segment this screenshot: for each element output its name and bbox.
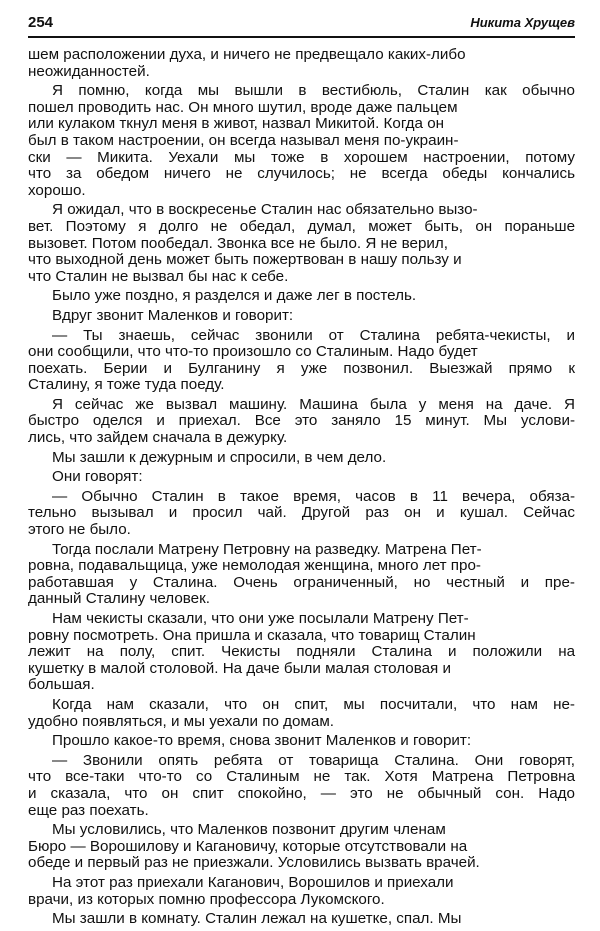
page-header <box>28 12 575 38</box>
text-line: поехать. Берии и Булганину я уже позвонил. Выезжай прямо к <box>28 359 575 377</box>
text-line: что за обедом ничего не случилось; не всегда обеды кончались <box>28 165 575 183</box>
text-line: ровна, подавальщица, уже немолодая женщина, много лет про- <box>28 557 481 575</box>
book-page <box>28 12 575 931</box>
text-line: пошел проводить нас. Он много шутил, вроде даже пальцем <box>28 98 458 116</box>
text-line: Когда нам сказали, что он спит, мы посчитали, что нам не- <box>52 695 575 713</box>
text-line: Нам чекисты сказали, что они уже посылали Матрену Пет- <box>52 610 469 627</box>
text-line: был в таком настроении, он всегда называл меня по-украин- <box>28 131 459 149</box>
paragraph <box>28 397 575 447</box>
text-line: Мы зашли к дежурным и спросили, в чем дело. <box>52 448 387 466</box>
text-line: быстро оделся и приехал. Все это заняло 15 минут. Мы услови- <box>28 412 576 430</box>
text-line: что все-таки что-то со Сталиным не так. Хотя Матрена Петровна <box>28 768 576 786</box>
text-line: Они говорят: <box>52 468 143 486</box>
text-line: — Звонили опять ребята от товарища Сталина. Они говорят, <box>52 751 576 769</box>
paragraph <box>28 611 575 694</box>
text-line: Сталину, я тоже туда поеду. <box>28 376 225 394</box>
text-line: Я ожидал, что в воскресенье Сталин нас обязательно вызо- <box>52 201 478 219</box>
paragraph <box>28 469 575 486</box>
text-line: лежит на полу, спит. Чекисты подняли Сталина и положили на <box>28 643 576 661</box>
running-head-author: Никита Хрущев <box>470 15 575 30</box>
text-line: удобно появляться, и мы уехали по домам. <box>28 712 334 730</box>
text-line: что выходной день может быть пожертвован в нашу пользу и <box>28 251 462 269</box>
text-line: хорошо. <box>28 181 86 199</box>
text-line: Вдруг звонит Маленков и говорит: <box>52 306 294 324</box>
paragraph <box>28 83 575 199</box>
text-line: Было уже поздно, я разделся и даже лег в постель. <box>52 287 417 305</box>
text-line: Я сейчас же вызвал машину. Машина была у меня на даче. Я <box>52 395 576 413</box>
text-line: Мы зашли в комнату. Сталин лежал на кушетке, спал. Мы <box>52 910 462 928</box>
text-line: большая. <box>28 676 95 694</box>
text-line: лись, что зайдем сначала в дежурку. <box>28 429 288 447</box>
text-line: — Ты знаешь, сейчас звонили от Сталина ребята-чекисты, и <box>52 326 576 344</box>
paragraph <box>28 542 575 608</box>
text-line: вызовет. Потом пообедал. Звонка все не было. Я не верил, <box>28 234 448 252</box>
paragraph <box>28 753 575 819</box>
page-number: 254 <box>28 14 54 31</box>
paragraph <box>28 733 575 750</box>
text-line: обеде и первый раз не приезжали. Условились вызвать врачей. <box>28 854 480 872</box>
paragraph <box>28 47 575 80</box>
text-line: На этот раз приехали Каганович, Ворошилов и приехали <box>52 873 454 891</box>
text-line: и сказала, что он спит спокойно, — это не обычный сон. Надо <box>28 784 575 802</box>
text-line: шем расположении духа, и ничего не предвещало каких-либо <box>28 46 466 63</box>
text-line: еще раз поехать. <box>28 801 149 819</box>
paragraph <box>28 875 575 908</box>
text-line: Бюро — Ворошилову и Кагановичу, которые отсутствовали на <box>28 837 468 855</box>
text-line: Прошло какое-то время, снова звонит Маленков и говорит: <box>52 732 472 750</box>
paragraph <box>28 489 575 539</box>
text-line: данный Сталину человек. <box>28 590 210 608</box>
paragraph <box>28 822 575 872</box>
text-line: этого не было. <box>28 521 131 539</box>
text-line: вет. Поэтому я долго не обедал, думал, может быть, он пораньше <box>28 217 576 235</box>
text-line: они сообщили, что что-то произошло со Сталиным. Надо будет <box>28 343 478 361</box>
paragraph <box>28 288 575 305</box>
paragraph <box>28 328 575 394</box>
text-line: врачи, из которых помню профессора Лукомского. <box>28 890 385 908</box>
text-line: что Сталин не вызвал бы нас к себе. <box>28 267 289 285</box>
page-body <box>28 47 575 928</box>
paragraph <box>28 202 575 285</box>
text-line: кушетку в малой столовой. На даче были малая столовая и <box>28 659 451 677</box>
paragraph <box>28 911 575 928</box>
text-line: или кулаком ткнул меня в живот, назвал Микитой. Когда он <box>28 115 445 133</box>
text-line: Тогда послали Матрену Петровну на разведку. Матрена Пет- <box>52 540 482 558</box>
text-line: тельно вызывал и просил чай. Другой раз он и кушал. Сейчас <box>28 504 575 522</box>
text-line: ски — Микита. Уехали мы тоже в хорошем настроении, потому <box>28 148 575 166</box>
paragraph <box>28 697 575 730</box>
text-line: Мы условились, что Маленков позвонит другим членам <box>52 821 446 839</box>
text-line: — Обычно Сталин в такое время, часов в 11 вечера, обяза- <box>52 487 576 505</box>
paragraph <box>28 450 575 467</box>
paragraph <box>28 308 575 325</box>
text-line: неожиданностей. <box>28 62 150 80</box>
text-line: ровну посмотреть. Она пришла и сказала, что товарищ Сталин <box>28 626 476 644</box>
text-line: Я помню, когда мы вышли в вестибюль, Сталин как обычно <box>52 82 575 100</box>
text-line: работавшая у Сталина. Очень ограниченный, но честный и пре- <box>28 573 575 591</box>
